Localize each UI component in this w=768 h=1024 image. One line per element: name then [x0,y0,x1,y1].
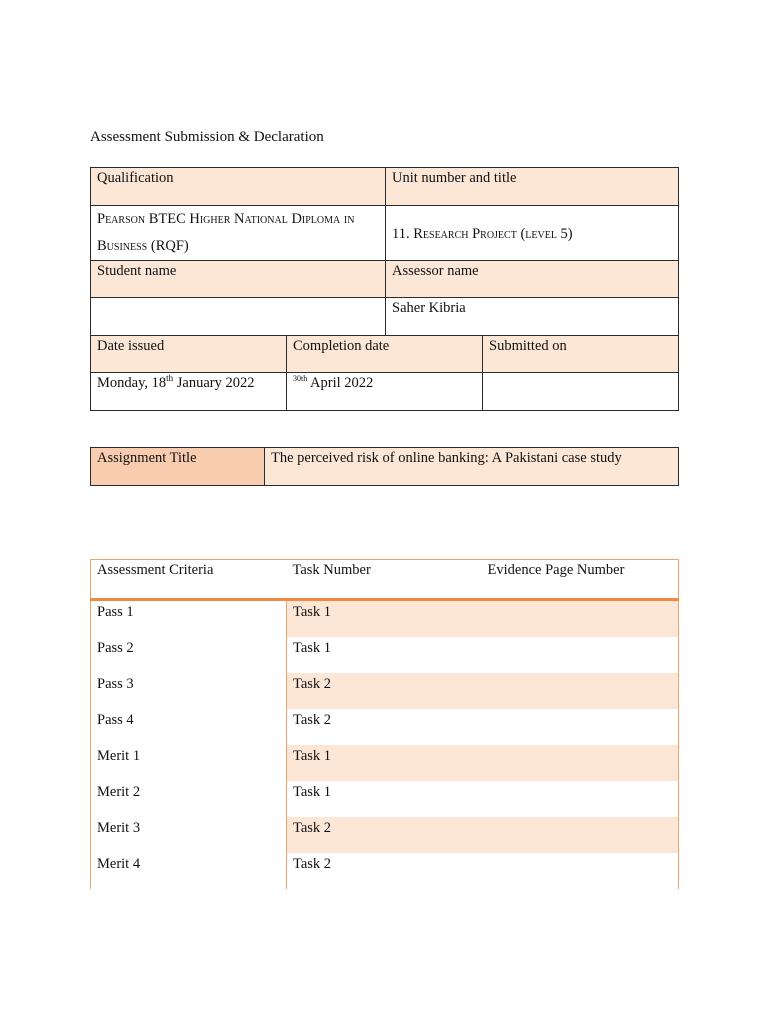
page-heading: Assessment Submission & Declaration [90,129,324,145]
evidence-cell[interactable] [482,817,679,853]
evidence-cell[interactable] [482,600,679,638]
submission-details-table [90,167,679,411]
table-row [91,261,679,298]
evidence-cell[interactable] [482,781,679,817]
header-task-number: Task Number [292,562,371,578]
criteria-cell: Merit 4 [97,856,141,872]
assignment-title-label: Assignment Title [91,448,265,486]
criteria-cell: Pass 2 [97,640,134,656]
evidence-cell[interactable] [482,673,679,709]
criteria-cell: Pass 4 [97,712,134,728]
table-row [91,206,679,261]
table-row [91,673,679,709]
task-cell: Task 1 [287,600,482,638]
date-issued-label: Date issued [91,336,287,373]
criteria-cell: Merit 3 [97,820,141,836]
assessor-name-label: Assessor name [386,261,679,298]
table-row [91,853,679,889]
criteria-cell: Pass 1 [97,604,134,620]
criteria-cell: Merit 1 [97,748,141,764]
table-header-row [91,560,679,600]
task-cell: Task 1 [287,637,482,673]
table-row [91,781,679,817]
table-row [91,637,679,673]
evidence-cell[interactable] [482,637,679,673]
table-row [91,709,679,745]
criteria-cell: Merit 2 [97,784,141,800]
task-cell: Task 1 [287,745,482,781]
task-cell: Task 2 [287,817,482,853]
student-name-label: Student name [91,261,386,298]
task-cell: Task 2 [287,673,482,709]
table-row [91,336,679,373]
evidence-cell[interactable] [482,709,679,745]
unit-value: 11. Research Project (level 5) [386,206,679,261]
qualification-label: Qualification [91,168,386,206]
submitted-on-value[interactable] [483,373,679,411]
criteria-cell: Pass 3 [97,676,134,692]
completion-date-label: Completion date [287,336,483,373]
submitted-on-label: Submitted on [483,336,679,373]
table-row [91,373,679,411]
assignment-title-value: The perceived risk of online banking: A Pakistani case study [265,448,679,486]
task-cell: Task 2 [287,853,482,889]
table-row [91,817,679,853]
table-row [91,298,679,336]
table-row [91,448,679,486]
evidence-cell[interactable] [482,745,679,781]
table-row [91,168,679,206]
date-issued-value: Monday, 18th January 2022 [91,373,287,411]
task-cell: Task 2 [287,709,482,745]
table-row [91,600,679,638]
assessor-name-value: Saher Kibria [386,298,679,336]
assignment-title-table [90,447,679,486]
completion-date-value: $^{30th}$ April 2022 [287,373,483,411]
evidence-cell[interactable] [482,853,679,889]
qualification-value: Pearson BTEC Higher National Diploma in Business (RQF) [91,206,386,261]
task-cell: Task 1 [287,781,482,817]
table-row [91,745,679,781]
student-name-value[interactable] [91,298,386,336]
header-evidence-page-number: Evidence Page Number [487,562,625,578]
unit-label: Unit number and title [386,168,679,206]
header-assessment-criteria: Assessment Criteria [97,562,214,578]
assessment-criteria-table [90,559,679,889]
